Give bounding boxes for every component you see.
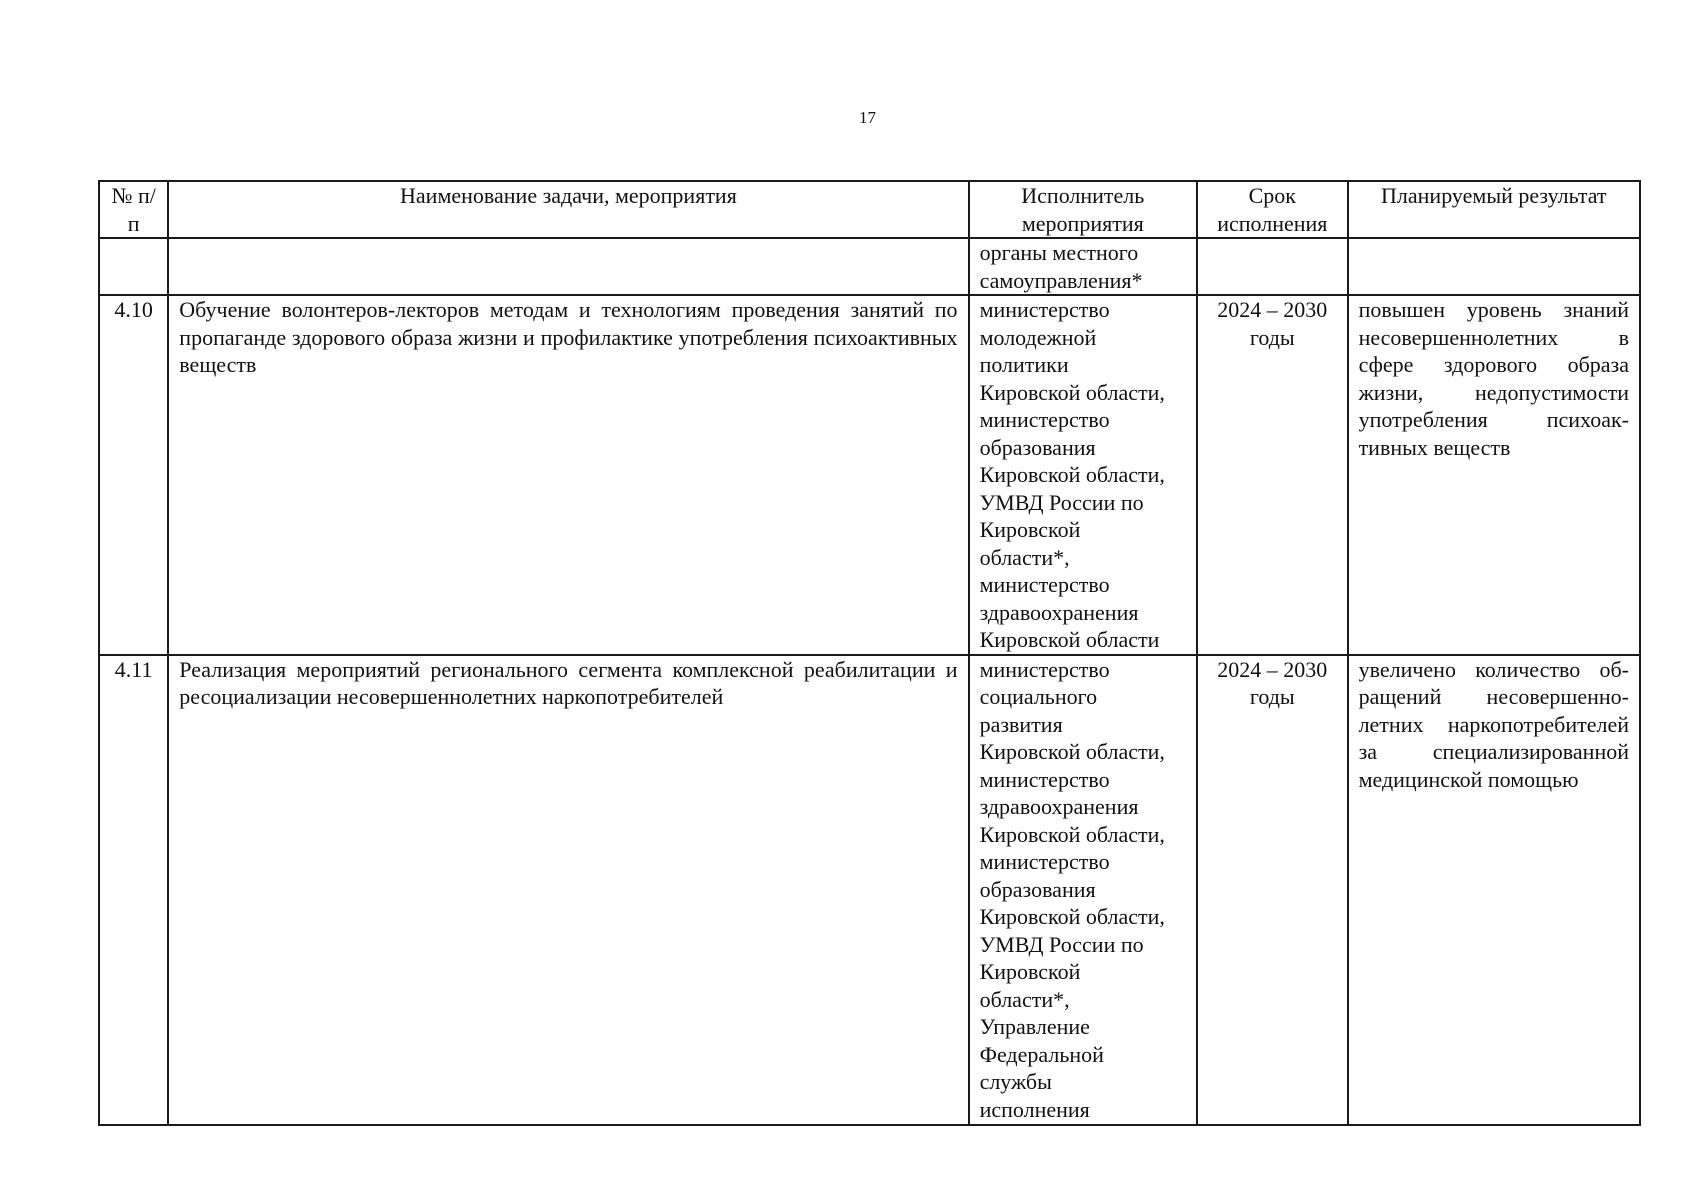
- executor-line: образования: [979, 876, 1096, 902]
- header-term: Срок исполнения: [1197, 181, 1348, 238]
- executor-line: министерство: [979, 572, 1110, 597]
- executor-line: министерство: [979, 849, 1110, 874]
- executor-line: Кировской области,: [979, 379, 1165, 405]
- cell-result: [1348, 238, 1640, 295]
- executor-line: Кировской: [979, 517, 1081, 542]
- header-num: № п/п: [99, 181, 168, 238]
- table-row-continuation: [99, 238, 1640, 295]
- measures-table: [98, 180, 1641, 1126]
- page-number: 17: [859, 108, 876, 127]
- executor-line: Кировской области,: [979, 821, 1165, 847]
- executor-line: министерство: [979, 766, 1110, 792]
- executor-line: самоуправления*: [979, 267, 1143, 293]
- executor-line: политики: [979, 352, 1069, 377]
- executor-line: Кировской: [979, 959, 1081, 984]
- cell-term: [1197, 238, 1348, 295]
- cell-name: Обучение волонтеров-лекторов методам и технологиям проведения занятий по пропаганде здорового образа жизни и профилактике употребления психоактивных веществ: [168, 295, 968, 655]
- cell-name: [168, 238, 968, 295]
- executor-line: социального: [979, 684, 1098, 709]
- cell-num: 4.10: [99, 295, 168, 655]
- executor-line: Кировской области,: [979, 739, 1165, 764]
- header-name: Наименование задачи, мероприятия: [168, 181, 968, 238]
- executor-line: министерство: [979, 656, 1110, 682]
- executor-line: области*,: [979, 544, 1070, 570]
- executor-line: службы: [979, 1069, 1052, 1094]
- cell-result: увеличено количество обращений несовершеннолетних наркопотребителей за специализированной медицинской помощью: [1348, 655, 1640, 1125]
- executor-line: образования: [979, 434, 1096, 460]
- cell-executor: [969, 295, 1197, 655]
- executor-line: Федеральной: [979, 1041, 1104, 1067]
- executor-line: исполнения: [979, 1096, 1090, 1122]
- executor-line: УМВД России по: [979, 931, 1144, 957]
- executor-line: развития: [979, 711, 1063, 737]
- executor-line: здравоохранения: [979, 794, 1139, 819]
- executor-line: Кировской области: [979, 627, 1160, 652]
- cell-result: повышен уровень знаний несовершеннолетних в сфере здорового образа жизни, недопустимости употребления психоактивных веществ: [1348, 295, 1640, 655]
- executor-line: Кировской области,: [979, 462, 1165, 487]
- executor-line: министерство: [979, 407, 1110, 432]
- executor-line: Кировской области,: [979, 904, 1165, 929]
- header-result: Планируемый результат: [1348, 181, 1640, 238]
- executor-line: молодежной: [979, 324, 1097, 350]
- executor-line: Управление: [979, 1014, 1090, 1039]
- cell-executor: [969, 655, 1197, 1125]
- table-row: [99, 655, 1640, 1125]
- cell-num: [99, 238, 168, 295]
- executor-line: министерство: [979, 297, 1110, 322]
- executor-line: области*,: [979, 986, 1070, 1012]
- executor-line: здравоохранения: [979, 599, 1139, 625]
- table-row: [99, 295, 1640, 655]
- table-header-row: [99, 181, 1640, 238]
- header-executor: Исполнитель мероприятия: [969, 181, 1197, 238]
- cell-name: Реализация мероприятий регионального сегмента комплексной реабилитации и ресоциализации несовершеннолетних наркопотребителей: [168, 655, 968, 1125]
- cell-term: 2024 – 2030 годы: [1197, 655, 1348, 1125]
- cell-term: 2024 – 2030 годы: [1197, 295, 1348, 655]
- cell-num: 4.11: [99, 655, 168, 1125]
- executor-line: органы местного: [979, 240, 1139, 265]
- executor-line: УМВД России по: [979, 489, 1144, 515]
- cell-executor: [969, 238, 1197, 295]
